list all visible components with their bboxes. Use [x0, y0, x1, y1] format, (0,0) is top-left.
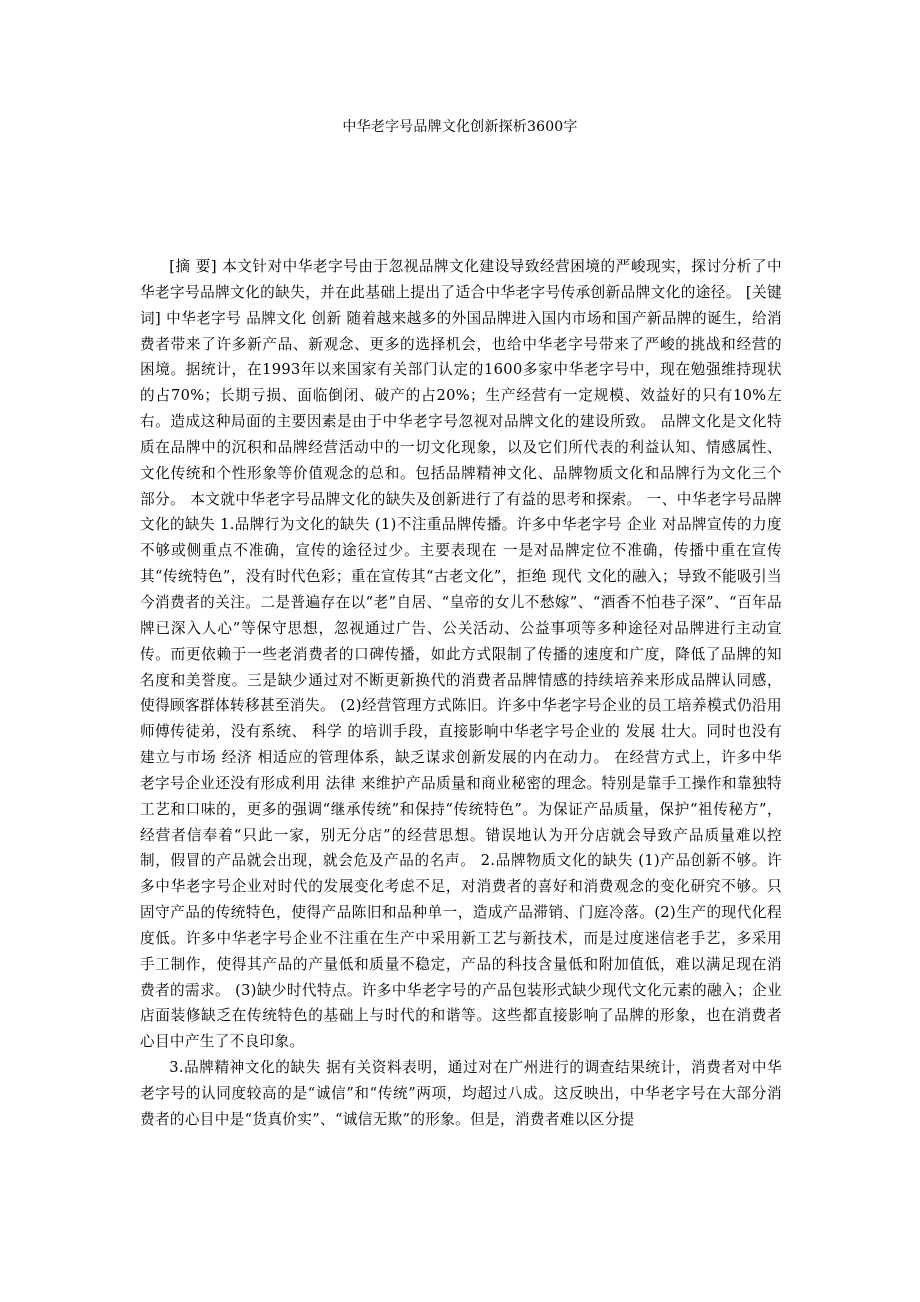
document-title: 中华老字号品牌文化创新探析3600字: [342, 119, 578, 135]
body-paragraph-1: [摘 要] 本文针对中华老字号由于忽视品牌文化建设导致经营困境的严峻现实，探讨分析了中华老字号品牌文化的缺失，并在此基础上提出了适合中华老字号传承创新品牌文化的途径。 [关键词] 中华老字号 品牌文化 创新 随着越来越多的外国品牌进入国内市场和国产新品牌的诞生，给消费者带来了许多新产品、新观念、更多的选择机会，也给中华老字号带来了严峻的挑战和经营的困境。据统计，在1993年以来国家有关部门认定的1600多家中华老字号中，现在勉强维持现状的占70%；长期亏损、面临倒闭、破产的占20%；生产经营有一定规模、效益好的只有10%左右。造成这种局面的主要因素是由于中华老字号忽视对品牌文化的建设所致。 品牌文化是文化特质在品牌中的沉积和品牌经营活动中的一切文化现象，以及它们所代表的利益认知、情感属性、文化传统和个性形象等价值观念的总和。包括品牌精神文化、品牌物质文化和品牌行为文化三个部分。 本文就中华老字号品牌文化的缺失及创新进行了有益的思考和探索。 一、中华老字号品牌文化的缺失 1.品牌行为文化的缺失 (1)不注重品牌传播。许多中华老字号 企业 对品牌宣传的力度不够或侧重点不准确，宣传的途径过少。主要表现在 一是对品牌定位不准确，传播中重在宣传其“传统特色”，没有时代色彩；重在宣传其“古老文化”，拒绝 现代 文化的融入；导致不能吸引当今消费者的关注。二是普遍存在以“老”自居、“皇帝的女儿不愁嫁”、“酒香不怕巷子深”、“百年品牌已深入人心”等保守思想，忽视通过广告、公关活动、公益事项等多种途径对品牌进行主动宣传。而更依赖于一些老消费者的口碑传播，如此方式限制了传播的速度和广度，降低了品牌的知名度和美誉度。三是缺少通过对不断更新换代的消费者品牌情感的持续培养来形成品牌认同感，使得顾客群体转移甚至消失。 (2)经营管理方式陈旧。许多中华老字号企业的员工培养模式仍沿用师傅传徒弟，没有系统、 科学 的培训手段，直接影响中华老字号企业的 发展 壮大。同时也没有建立与市场 经济 相适应的管理体系，缺乏谋求创新发展的内在动力。 在经营方式上，许多中华老字号企业还没有形成利用 法律 来维护产品质量和商业秘密的理念。特别是靠手工操作和靠独特工艺和口味的，更多的强调“继承传统”和保持“传统特色”。为保证产品质量，保护“祖传秘方”，经营者信奉着“只此一家，别无分店”的经营思想。错误地认为开分店就会导致产品质量难以控制，假冒的产品就会出现，就会危及产品的名声。 2.品牌物质文化的缺失 (1)产品创新不够。许多中华老字号企业对时代的发展变化考虑不足，对消费者的喜好和消费观念的变化研究不够。只固守产品的传统特色，使得产品陈旧和品种单一，造成产品滞销、门庭冷落。(2)生产的现代化程度低。许多中华老字号企业不注重在生产中采用新工艺与新技术，而是过度迷信老手艺，多采用手工制作，使得其产品的产量低和质量不稳定，产品的科技含量低和附加值低，难以满足现在消费者的需求。 (3)缺少时代特点。许多中华老字号的产品包装形式缺少现代文化元素的融入；企业店面装修缺乏在传统特色的基础上与时代的和谐等。这些都直接影响了品牌的形象，也在消费者心目中产生了不良印象。: [140, 258, 782, 1051]
body-paragraph-2: 3.品牌精神文化的缺失 据有关资料表明，通过对在广州进行的调查结果统计，消费者对中华老字号的认同度较高的是“诚信”和“传统”两项，均超过八成。这反映出，中华老字号在大部分消费者的心目中是“货真价实”、“诚信无欺”的形象。但是，消费者难以区分提: [140, 1059, 782, 1128]
document-body: [140, 254, 782, 1133]
